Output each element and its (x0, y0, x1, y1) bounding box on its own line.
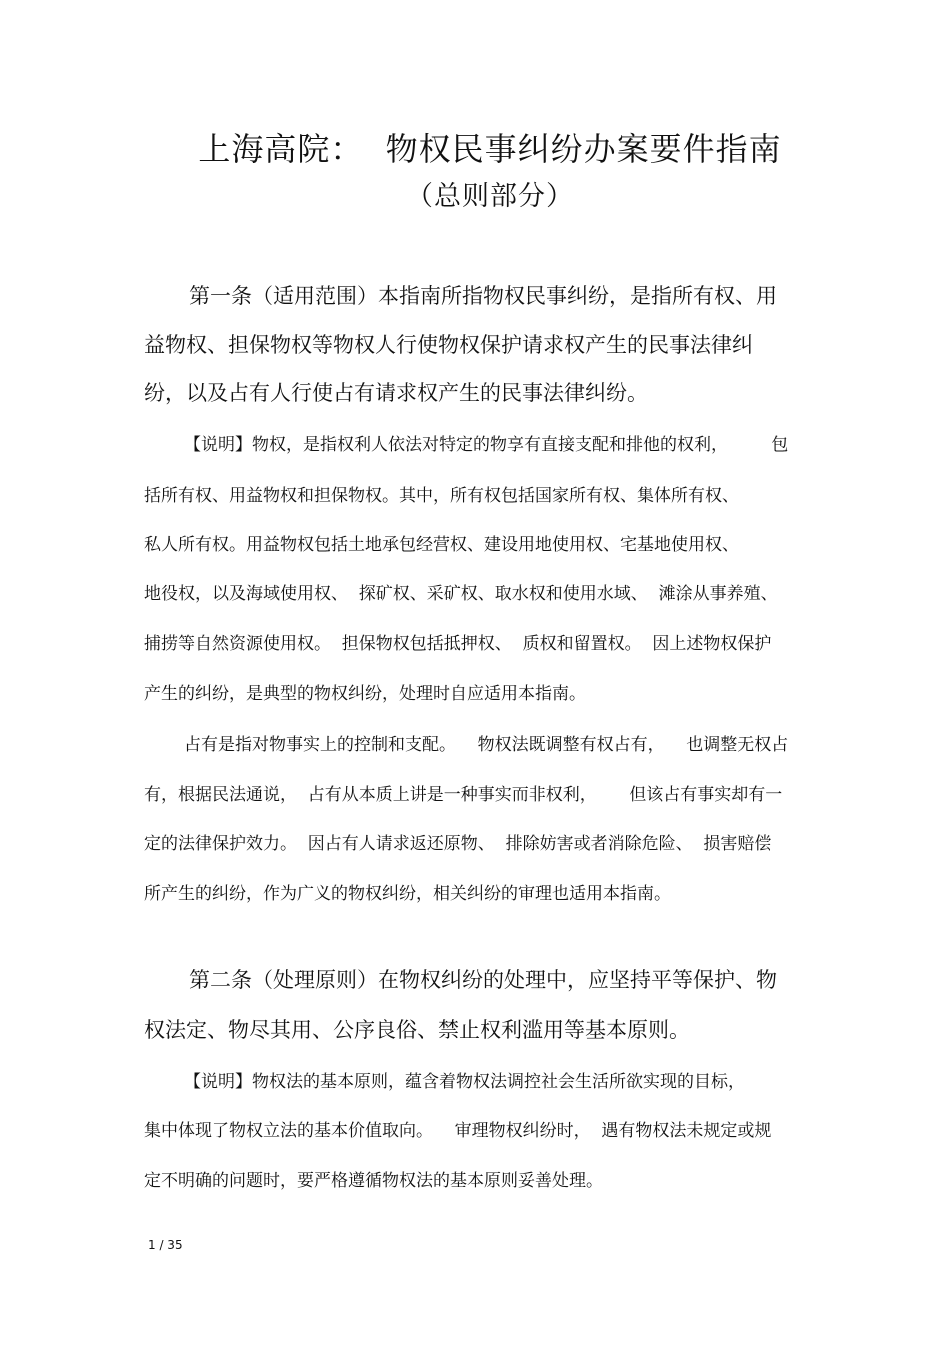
article-1-line-2: 益物权、担保物权等物权人行使物权保护请求权产生的民事法律纠 (144, 333, 753, 357)
explanation-2-line-2: 集中体现了物权立法的基本价值取向。 审理物权纠纷时， 遇有物权法未规定或规 (144, 1121, 772, 1141)
explanation-1-line-5: 捕捞等自然资源使用权。 担保物权包括抵押权、 质权和留置权。 因上述物权保护 (144, 634, 772, 654)
article-2-line-1: 第二条（处理原则）在物权纠纷的处理中，应坚持平等保护、物 (189, 968, 777, 992)
page-number: 1 / 35 (148, 1238, 183, 1252)
explanation-1-line-3: 私人所有权。用益物权包括土地承包经营权、建设用地使用权、宅基地使用权、 (144, 535, 739, 555)
explanation-2-line-3: 定不明确的问题时，要严格遵循物权法的基本原则妥善处理。 (144, 1171, 603, 1191)
article-2-line-2: 权法定、物尽其用、公序良俗、禁止权利滥用等基本原则。 (144, 1018, 690, 1042)
explanation-1-line-2: 括所有权、用益物权和担保物权。其中，所有权包括国家所有权、集体所有权、 (144, 486, 739, 506)
document-title: 上海高院： 物权民事纠纷办案要件指南 (198, 130, 782, 168)
article-1-line-3: 纷，以及占有人行使占有请求权产生的民事法律纠纷。 (144, 381, 648, 405)
article-1-line-1: 第一条（适用范围）本指南所指物权民事纠纷，是指所有权、用 (189, 284, 777, 308)
possession-line-4: 所产生的纠纷，作为广义的物权纠纷，相关纠纷的审理也适用本指南。 (144, 884, 671, 904)
explanation-1-line-6: 产生的纠纷，是典型的物权纠纷，处理时自应适用本指南。 (144, 684, 586, 704)
possession-line-1: 占有是指对物事实上的控制和支配。 物权法既调整有权占有， 也调整无权占 (184, 735, 789, 755)
explanation-1-line-1: 【说明】物权，是指权利人依法对特定的物享有直接支配和排他的权利， 包 (184, 435, 789, 455)
possession-line-2: 有，根据民法通说， 占有从本质上讲是一种事实而非权利， 但该占有事实却有一 (144, 785, 783, 805)
possession-line-3: 定的法律保护效力。 因占有人请求返还原物、 排除妨害或者消除危险、 损害赔偿 (144, 834, 772, 854)
document-subtitle: （总则部分） (406, 181, 574, 212)
explanation-2-line-1: 【说明】物权法的基本原则，蕴含着物权法调控社会生活所欲实现的目标， (184, 1072, 745, 1092)
explanation-1-line-4: 地役权，以及海域使用权、 探矿权、采矿权、取水权和使用水域、 滩涂从事养殖、 (144, 584, 778, 604)
